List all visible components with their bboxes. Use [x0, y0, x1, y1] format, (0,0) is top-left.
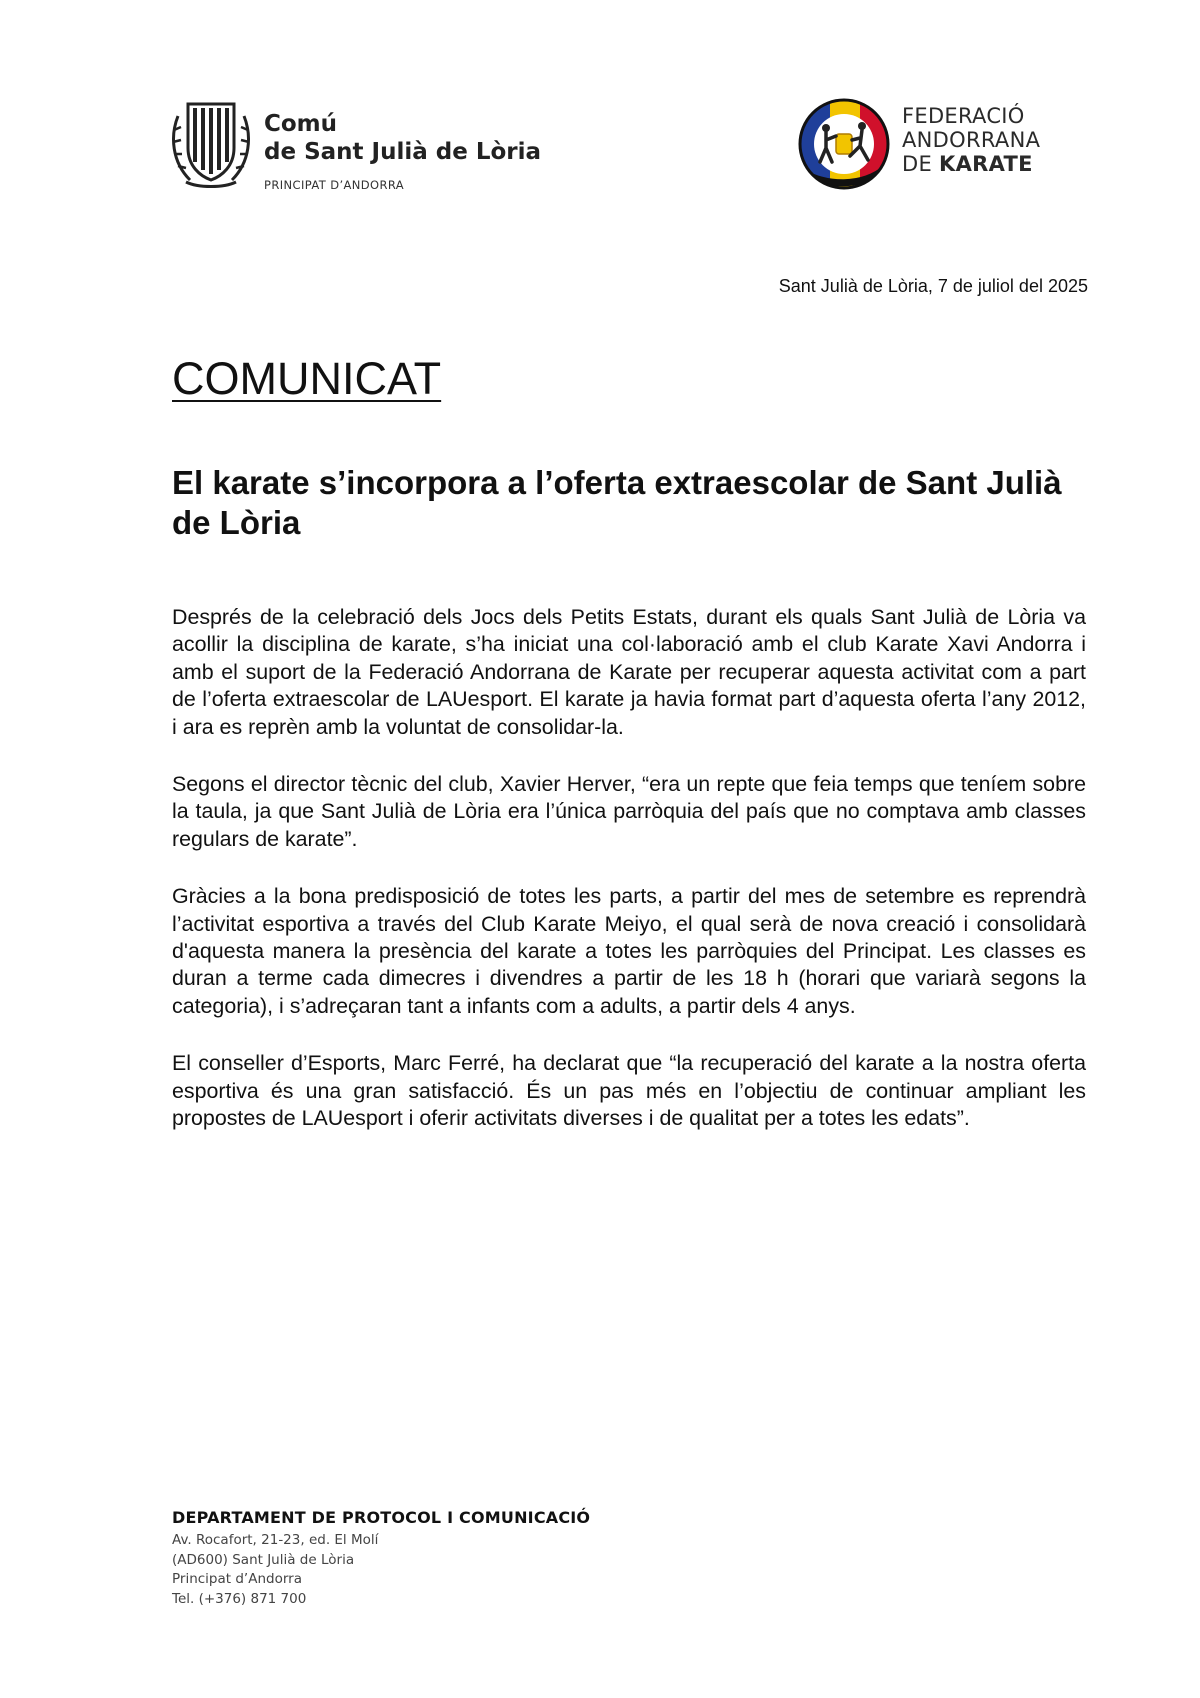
- phone-line: Tel. (+376) 871 700: [172, 1590, 307, 1607]
- coat-of-arms-icon: [168, 96, 254, 190]
- page-heading: COMUNICAT: [172, 353, 442, 404]
- address-line: Av. Rocafort, 21-23, ed. El Molí: [172, 1532, 379, 1548]
- body-paragraph-4: El conseller d’Esports, Marc Ferré, ha declarat que “la recuperació del karate a la nostra oferta esportiva és una gran satisfacció. És un pas més en l’objectiu de continuar ampliant les propostes de LAUesport i oferir activitats diverses i de qualitat per a totes les edats”.: [172, 1051, 1086, 1131]
- comu-logo: [168, 96, 548, 196]
- federation-line2: ANDORRANA: [902, 128, 1041, 152]
- federation-line3: [902, 152, 1040, 176]
- comu-name-line1: Comú: [264, 111, 338, 137]
- body-paragraph-3: Gràcies a la bona predisposició de totes les parts, a partir del mes de setembre es reprendrà l’activitat esportiva a través del Club Karate Meiyo, el qual serà de nova creació i consolidarà d'aquesta manera la presència del karate a totes les parròquies del Principat. Les classes es duran a terme cada dimecres i divendres a partir de les 18 h (horari que variarà segons la categoria), i s’adreçaran tant a infants com a adults, a partir dels 4 anys.: [172, 884, 1086, 1018]
- address-line: Principat d’Andorra: [172, 1571, 302, 1587]
- footer-contact: [172, 1508, 590, 1609]
- federation-wordmark: [902, 104, 1040, 176]
- federation-line1: FEDERACIÓ: [902, 104, 1025, 128]
- karate-federation-emblem-icon: [796, 96, 892, 192]
- address-line: (AD600) Sant Julià de Lòria: [172, 1551, 355, 1568]
- comu-subtitle: PRINCIPAT D’ANDORRA: [264, 178, 405, 192]
- department-name: DEPARTAMENT DE PROTOCOL I COMUNICACIÓ: [172, 1508, 591, 1527]
- body-paragraph-2: Segons el director tècnic del club, Xavier Herver, “era un repte que feia temps que teníem sobre la taula, ja que Sant Julià de Lòria era l’única parròquia del país que no comptava amb classes regulars de karate”.: [172, 772, 1086, 851]
- press-release-title: El karate s’incorpora a l’oferta extraescolar de Sant Julià de Lòria: [172, 464, 1062, 541]
- comu-name-line2: de Sant Julià de Lòria: [264, 139, 542, 165]
- press-release-body: [172, 604, 1086, 1163]
- federation-logo: [796, 96, 1056, 192]
- comu-wordmark: [264, 110, 541, 192]
- body-paragraph-1: Després de la celebració dels Jocs dels Petits Estats, durant els quals Sant Julià de Lòria va acollir la disciplina de karate, s’ha iniciat una col·laboració amb el club Karate Xavi Andorra i amb el suport de la Federació Andorrana de Karate per recuperar aquesta activitat com a part de l’oferta extraescolar de LAUesport. El karate ja havia format part d’aquesta oferta l’any 2012, i ara es reprèn amb la voluntat de consolidar-la.: [172, 605, 1086, 739]
- document-date: Sant Julià de Lòria, 7 de juliol del 2025: [778, 276, 1088, 296]
- federation-line3-bold: KARATE: [939, 152, 1033, 176]
- federation-line3-prefix: DE: [902, 152, 940, 176]
